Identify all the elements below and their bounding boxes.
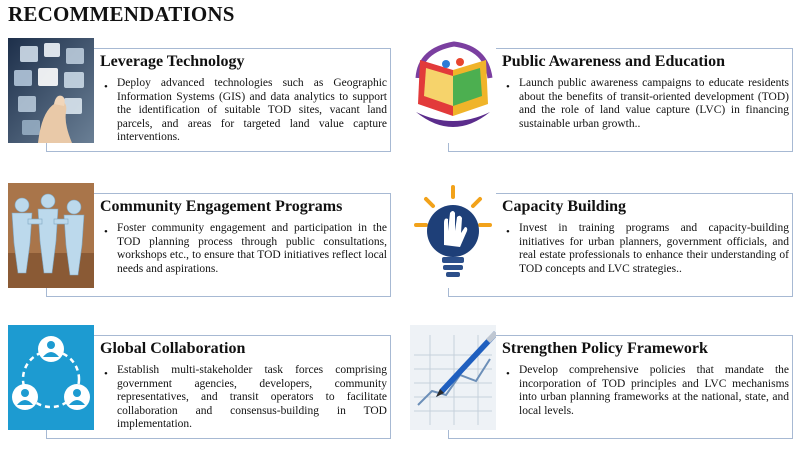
card-heading: Global Collaboration	[100, 340, 246, 357]
technology-touchscreen-image	[8, 38, 94, 143]
people-network-icon	[8, 325, 94, 430]
open-book-people-icon	[410, 38, 496, 143]
card-public-awareness	[410, 38, 795, 153]
card-heading: Strengthen Policy Framework	[502, 340, 708, 357]
card-strengthen-policy	[410, 325, 795, 440]
bullet-icon: •	[506, 226, 510, 238]
card-leverage-technology	[8, 38, 393, 153]
pen-on-document-image	[410, 325, 496, 430]
card-community-engagement	[8, 183, 393, 298]
card-body: Deploy advanced technologies such as Geographic Information Systems (GIS) and data analytics to support the identification of suitable TOD sites, vacant land parcels, and areas for targeted land value capture interventions.	[117, 77, 387, 144]
bullet-icon: •	[104, 81, 108, 93]
bullet-icon: •	[104, 368, 108, 380]
card-body: Foster community engagement and participation in the TOD planning process through public consultations, workshops etc., to ensure that TOD initiatives reflect local needs and aspirations.	[117, 222, 387, 275]
bullet-icon: •	[506, 368, 510, 380]
bullet-icon: •	[506, 81, 510, 93]
paper-people-chain-image	[8, 183, 94, 288]
page-title: RECOMMENDATIONS	[8, 2, 235, 26]
card-global-collaboration	[8, 325, 393, 440]
card-capacity-building	[410, 183, 795, 298]
card-body: Invest in training programs and capacity-building initiatives for urban planners, government officials, and real estate professionals to enhance their understanding of TOD concepts and LVC strategies..	[519, 222, 789, 275]
card-body: Develop comprehensive policies that mandate the incorporation of TOD principles and LVC mechanisms into urban planning frameworks at the national, state, and local levels.	[519, 364, 789, 417]
card-body: Launch public awareness campaigns to educate residents about the benefits of transit-oriented development (TOD) and the role of land value capture (LVC) in financing sustainable urban growth..	[519, 77, 789, 130]
card-heading: Capacity Building	[502, 198, 627, 215]
card-heading: Community Engagement Programs	[100, 198, 343, 215]
bullet-icon: •	[104, 226, 108, 238]
card-heading: Leverage Technology	[100, 53, 245, 70]
card-heading: Public Awareness and Education	[502, 53, 726, 70]
lightbulb-hand-icon	[410, 183, 496, 288]
card-body: Establish multi-stakeholder task forces comprising government agencies, developers, community representatives, and transit operators to facilitate collaboration and consensus-building in TOD implementation.	[117, 364, 387, 431]
